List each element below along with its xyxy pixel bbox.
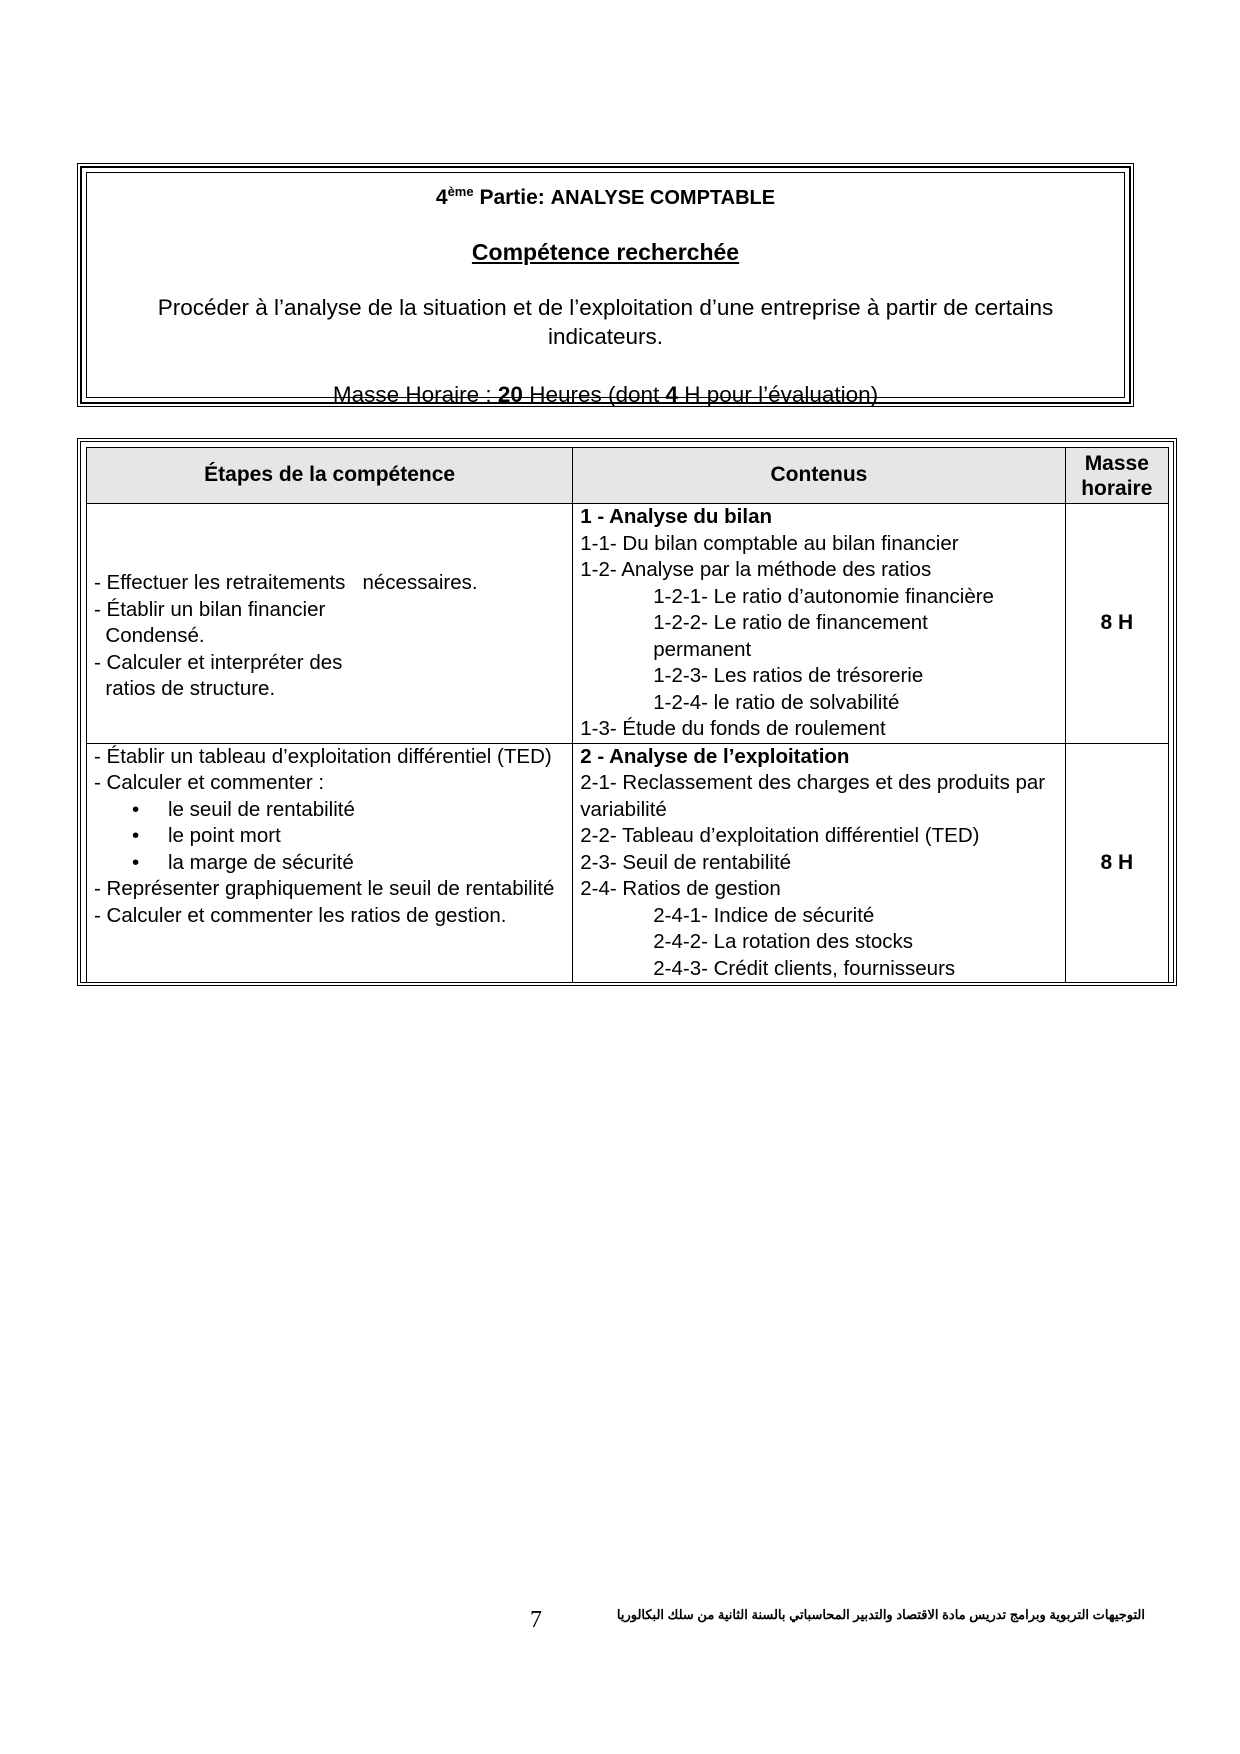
page-number: 7	[530, 1607, 542, 1633]
table-row	[87, 504, 1169, 744]
masse-cell: 8 H	[1065, 504, 1168, 744]
header-masse: Masse horaire	[1065, 448, 1168, 504]
part-header-box	[77, 163, 1134, 407]
table-row	[87, 743, 1169, 983]
competence-text: Procéder à l’analyse de la situation et de l’exploitation d’une entreprise à partir de certains indicateurs.	[157, 295, 1054, 349]
part-title: 4ème Partie: ANALYSE COMPTABLE	[435, 184, 776, 209]
competence-heading: Compétence recherchée	[471, 239, 740, 265]
footer-arabic-text: التوجيهات التربوية وبرامج تدريس مادة الاقتصاد والتدبير المحاسباتي بالسنة الثانية من سلك البكالوريا	[616, 1607, 1145, 1622]
competence-table	[86, 447, 1169, 983]
contenus-cell: 1 - Analyse du bilan 1-1- Du bilan comptable au bilan financier 1-2- Analyse par la méthode des ratios 1-2-1- Le ratio d’autonomie financière 1-2-2- Le ratio de financement permanent 1-2-3- Les ratios de trésorerie 1-2-4- le ratio de solvabilité 1-3- Étude du fonds de roulement	[573, 504, 1065, 744]
contenus-cell: 2 - Analyse de l’exploitation 2-1- Reclassement des charges et des produits par variabilité 2-2- Tableau d’exploitation différentiel (TED) 2-3- Seuil de rentabilité 2-4- Ratios de gestion 2-4-1- Indice de sécurité 2-4-2- La rotation des stocks 2-4-3- Crédit clients, fournisseurs	[573, 743, 1065, 983]
competence-table-box	[77, 438, 1177, 986]
header-contenus: Contenus	[573, 448, 1065, 504]
etapes-cell: - Effectuer les retraitements nécessaires. - Établir un bilan financier Condensé. - Calculer et interpréter des ratios de structure.	[87, 504, 573, 744]
masse-horaire: Masse Horaire : 20 Heures (dont 4 H pour l’évaluation)	[332, 382, 879, 407]
header-etapes: Étapes de la compétence	[87, 448, 573, 504]
etapes-cell: - Établir un tableau d’exploitation différentiel (TED) - Calculer et commenter : • le seuil de rentabilité • le point mort • la marge de sécurité - Représenter graphiquement le seuil de rentabilité - Calculer et commenter les ratios de gestion.	[87, 743, 573, 983]
masse-cell: 8 H	[1065, 743, 1168, 983]
